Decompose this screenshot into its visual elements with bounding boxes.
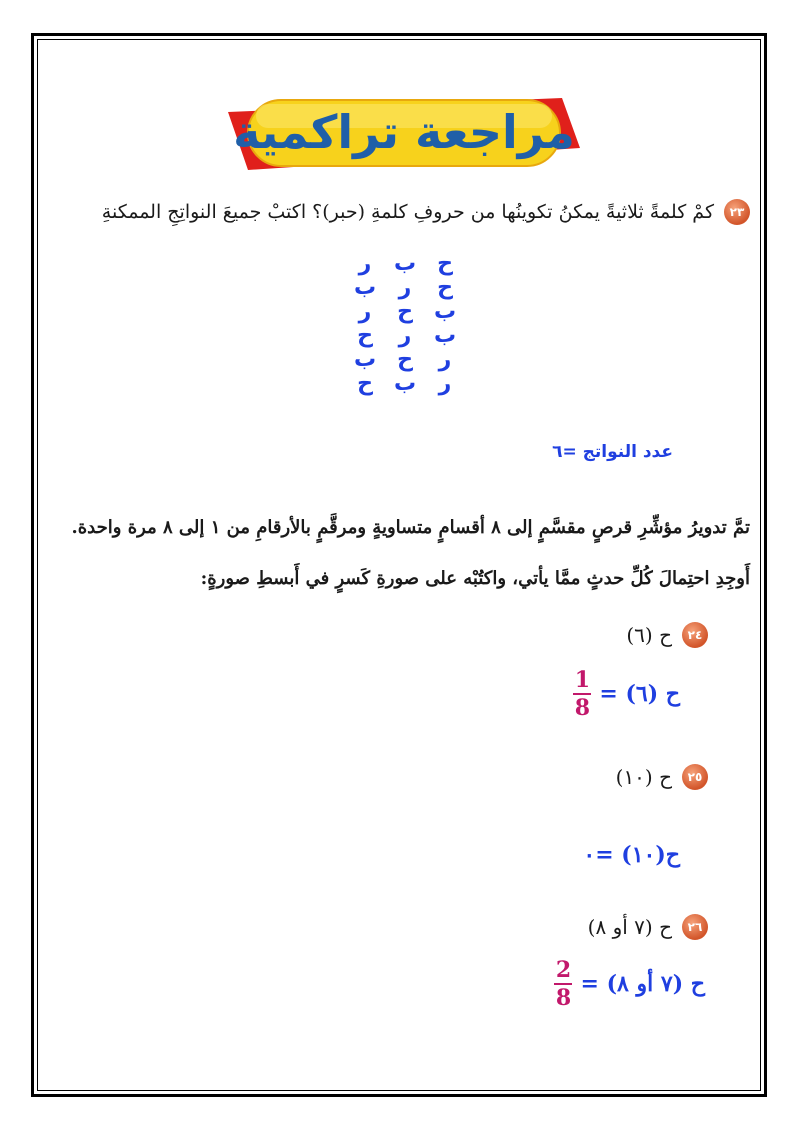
question-number-badge: ٢٥ [682,764,708,790]
permutations-list [345,252,465,396]
intro-line-2: أَوجِدِ احتِمالَ كُلِّ حدثٍ ممَّا يأتي، واكتُبْه على صورةِ كَسرٍ في أَبسطِ صورةٍ: [200,568,750,589]
page-title: مراجعة تراكمية [233,105,575,159]
title-banner [228,92,580,178]
list-item: ب ر ح [357,323,457,348]
question-text: ح (٦) [626,623,672,647]
denominator: 8 [555,985,572,1011]
answer-26 [554,958,705,1010]
question-text: كمْ كلمةً ثلاثيةً يمكنُ تكوينُها من حروفِ كلمةِ (حبر)؟ اكتبْ جميعَ النواتِجِ الممكنةِ [101,201,714,223]
intro-line-1: تمَّ تدويرُ مؤشِّرِ قرصٍ مقسَّمٍ إلى ٨ أقسامٍ متساويةٍ ومرقَّمٍ بالأرقامِ من ١ إلى ٨ مرة واحدة. [71,517,750,538]
numerator: 2 [555,957,572,983]
question-number-badge: ٢٦ [682,914,708,940]
outcomes-count: عدد النواتج =٦ [552,442,673,462]
answer-expression: ح (٦) = [599,681,680,707]
answer-24 [573,668,680,720]
fraction [554,958,572,1010]
question-24 [626,622,708,648]
answer-expression: ح (٧ أو ٨) = [580,971,705,997]
numerator: 1 [574,667,591,693]
answer-25 [583,842,680,868]
list-item: ب ح ر [358,299,457,324]
question-25 [616,764,708,790]
answer-expression: ح(١٠) =٠ [583,842,680,868]
question-text: ح (٧ أو ٨) [587,915,672,939]
denominator: 8 [574,695,591,721]
question-23 [102,199,750,225]
question-26 [588,914,708,940]
question-text: ح (١٠) [615,765,672,789]
list-item: ر ح ب [353,347,452,372]
list-item: ح ر ب [353,275,453,300]
list-item: ح ب ر [358,251,453,276]
fraction [573,668,591,720]
question-number-badge: ٢٣ [724,199,750,225]
question-number-badge: ٢٤ [682,622,708,648]
list-item: ر ب ح [357,371,452,396]
